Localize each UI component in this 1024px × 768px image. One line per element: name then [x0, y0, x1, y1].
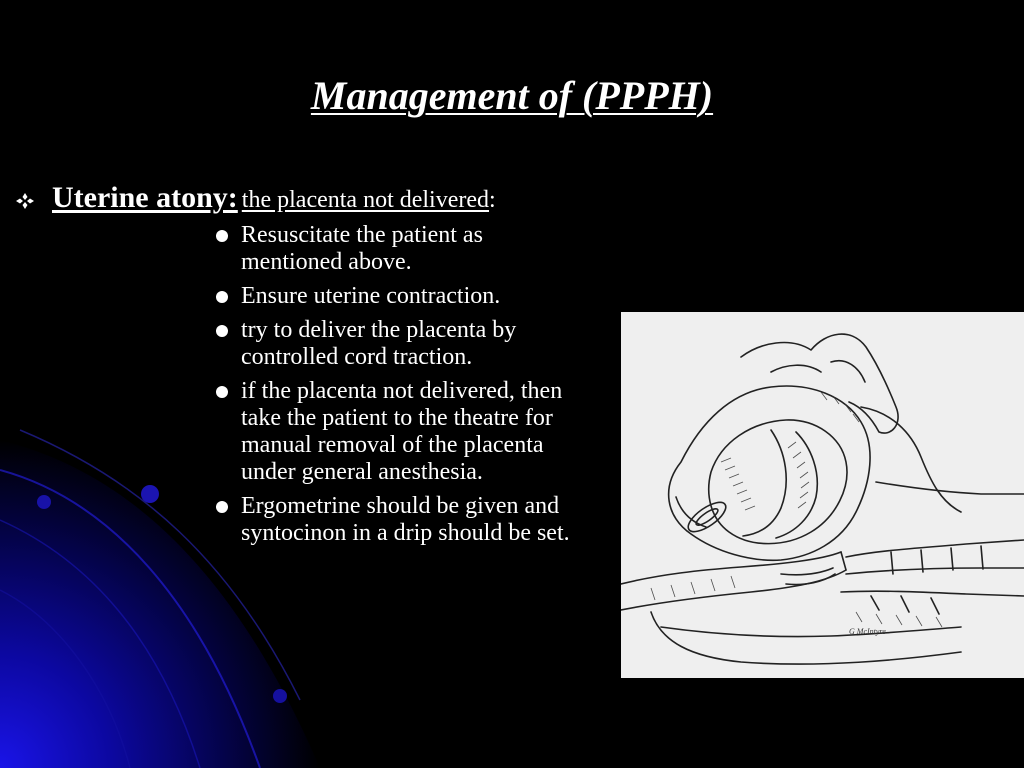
diamond-bullet-icon: [14, 192, 42, 215]
round-bullet-icon: [216, 501, 228, 513]
list-item-text: if the placenta not delivered, then take the patient to the theatre for manual removal of the placenta under general anesthesia.: [241, 378, 563, 485]
manual-removal-illustration: [621, 312, 1024, 678]
illustration-drawing: [621, 312, 1024, 678]
round-bullet-icon: [216, 325, 228, 337]
list-item-text: Ergometrine should be given and syntocinon in a drip should be set.: [241, 493, 570, 546]
list-item-text: try to deliver the placenta by controlled cord traction.: [241, 317, 517, 370]
heading-colon: :: [489, 187, 496, 213]
round-bullet-icon: [216, 230, 228, 242]
section-heading: [14, 181, 496, 215]
list-item: [215, 493, 585, 547]
list-item: [215, 378, 585, 486]
list-item-text: Ensure uterine contraction.: [241, 283, 501, 309]
illustrator-signature: G McIntyre: [849, 627, 886, 636]
heading-main-text: Uterine atony:: [52, 181, 238, 214]
list-item: [215, 283, 585, 310]
list-item: [215, 222, 585, 276]
round-bullet-icon: [216, 291, 228, 303]
slide-title: Management of (PPPH): [310, 73, 714, 118]
list-item: [215, 317, 585, 371]
bullet-list: [215, 222, 585, 554]
round-bullet-icon: [216, 386, 228, 398]
list-item-text: Resuscitate the patient as mentioned above.: [241, 222, 483, 275]
heading-sub-text: the placenta not delivered: [241, 187, 490, 213]
